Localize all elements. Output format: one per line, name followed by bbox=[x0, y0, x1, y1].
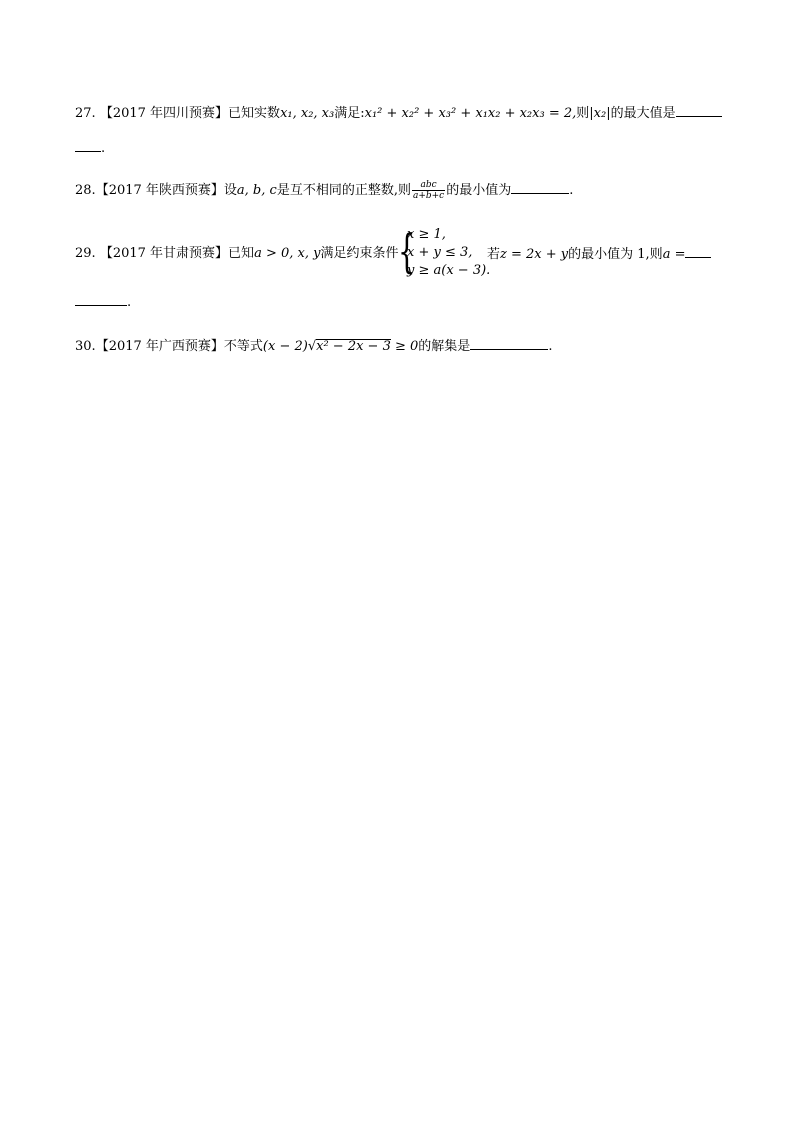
problem-27-period: . bbox=[101, 141, 106, 156]
problem-30-source: 【2017 年广西预赛】 bbox=[95, 339, 224, 354]
problem-29-objective: z = 2x + y bbox=[500, 247, 569, 262]
problem-28-text-end: 的最小值为 bbox=[446, 183, 512, 198]
constraint-2: x + y ≤ 3, bbox=[407, 245, 473, 260]
problem-27-vars: x₁, x₂, x₃ bbox=[280, 106, 335, 121]
problem-28-text: 设 bbox=[223, 183, 237, 198]
problem-30-text: 不等式 bbox=[223, 339, 263, 354]
problem-30-period: . bbox=[548, 339, 553, 354]
problem-30-line bbox=[75, 337, 552, 356]
problem-29-cond: a > 0, x, y bbox=[254, 246, 321, 261]
problem-30-radicand: x² − 2x − 3 bbox=[316, 339, 391, 354]
problem-30-factor: (x − 2) bbox=[262, 339, 308, 354]
problem-29-line-1 bbox=[75, 245, 398, 263]
problem-29-text: 已知 bbox=[228, 246, 255, 261]
problem-28-line bbox=[75, 180, 573, 201]
problem-27-text-end: 的最大值是 bbox=[610, 106, 676, 121]
answer-blank-continued[interactable] bbox=[75, 293, 127, 306]
answer-blank[interactable] bbox=[685, 245, 711, 258]
problem-27-text-mid: 满足: bbox=[334, 106, 365, 121]
problem-29-period: . bbox=[127, 295, 132, 310]
problem-27-text: 已知实数 bbox=[228, 106, 281, 121]
problem-29-source: 【2017 年甘肃预赛】 bbox=[99, 246, 229, 261]
problem-30-ineq: ≥ 0 bbox=[395, 339, 419, 354]
brace-symbol: { bbox=[398, 224, 416, 278]
problem-29-text-min: 的最小值为 1,则 bbox=[568, 247, 663, 262]
problem-30-text-end: 的解集是 bbox=[418, 339, 471, 354]
answer-blank[interactable] bbox=[511, 181, 569, 194]
fraction-numerator: abc bbox=[412, 180, 445, 191]
answer-blank[interactable] bbox=[676, 104, 722, 117]
problem-29-ask: a = bbox=[662, 247, 686, 262]
constraint-1: x ≥ 1, bbox=[407, 227, 446, 242]
fraction-denominator: a+b+c bbox=[412, 191, 445, 201]
problem-29-if: 若 bbox=[487, 247, 501, 262]
sqrt-sign: √ bbox=[307, 339, 317, 354]
problem-28-source: 【2017 年陕西预赛】 bbox=[95, 183, 224, 198]
problem-27-source: 【2017 年四川预赛】 bbox=[99, 106, 229, 121]
problem-28-number: 28. bbox=[75, 183, 96, 198]
problem-28-text-mid: 是互不相同的正整数,则 bbox=[276, 183, 411, 198]
problem-29-line-1-right bbox=[487, 245, 711, 264]
problem-30-number: 30. bbox=[75, 339, 96, 354]
problem-28-fraction bbox=[412, 180, 445, 201]
problem-28-vars: a, b, c bbox=[236, 183, 277, 198]
problem-28-period: . bbox=[569, 183, 574, 198]
problem-27-equation: x₁² + x₂² + x₃² + x₁x₂ + x₂x₃ = 2, bbox=[364, 106, 577, 121]
problem-27-number: 27. bbox=[75, 106, 96, 121]
answer-blank-continued[interactable] bbox=[75, 139, 101, 152]
problem-27-line-1 bbox=[75, 104, 722, 123]
problem-27-target: |x₂| bbox=[589, 106, 611, 121]
problem-29-number: 29. bbox=[75, 246, 96, 261]
problem-29-text-mid: 满足约束条件 bbox=[320, 246, 399, 261]
answer-blank[interactable] bbox=[470, 337, 548, 350]
problem-29-line-2 bbox=[75, 293, 131, 312]
constraint-3: y ≥ a(x − 3). bbox=[407, 263, 491, 278]
problem-27-text-after: 则 bbox=[576, 106, 590, 121]
problem-27-line-2 bbox=[75, 139, 105, 158]
